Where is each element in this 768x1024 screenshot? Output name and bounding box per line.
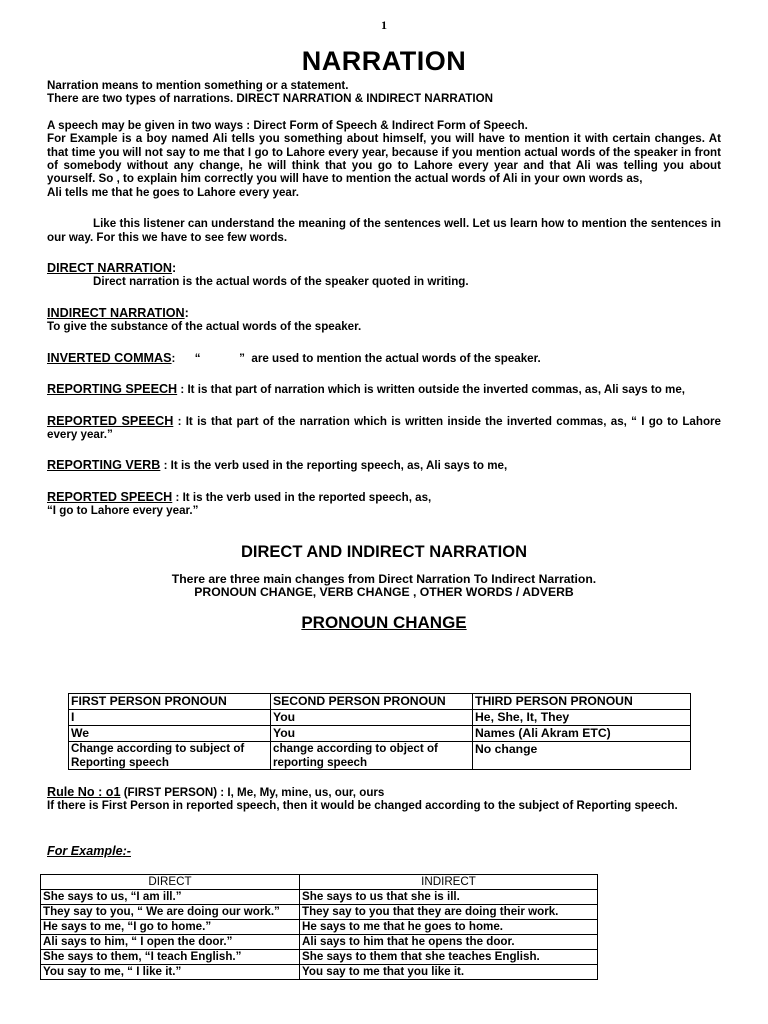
reporting-speech-heading: REPORTING SPEECH (47, 382, 178, 397)
pronoun-table (68, 693, 691, 770)
rule-text: (FIRST PERSON) : I, Me, My, mine, us, our, ours (120, 786, 385, 799)
table-header-row (41, 875, 598, 890)
column-header: DIRECT (41, 875, 300, 890)
pronoun-change-heading: PRONOUN CHANGE (301, 612, 467, 632)
table-cell: I (69, 710, 271, 726)
indirect-narration-text: To give the substance of the actual words of the speaker. (47, 320, 362, 334)
rule-block (47, 786, 721, 813)
table-cell: They say to you that they are doing their work. (300, 905, 598, 920)
reporting-verb-heading: REPORTING VERB (47, 458, 161, 473)
intro-line-2: There are two types of narrations. DIRECT NARRATION & INDIRECT NARRATION (47, 92, 493, 106)
table-cell: She says to us, “I am ill.” (41, 890, 300, 905)
page-number: 1 (381, 18, 387, 32)
table-row (41, 950, 598, 965)
table-cell: She says to them that she teaches English. (300, 950, 598, 965)
for-example-heading (47, 844, 131, 858)
intro-para1-line1: A speech may be given in two ways : Direct Form of Speech & Indirect Form of Speech. (47, 118, 528, 132)
direct-narration-heading: DIRECT NARRATION (47, 261, 172, 276)
table-cell: She says to them, “I teach English.” (41, 950, 300, 965)
section-line-2: PRONOUN CHANGE, VERB CHANGE , OTHER WORDS / ADVERB (194, 585, 574, 600)
table-cell: Change according to subject of Reporting speech (69, 742, 271, 770)
reported-speech-heading: REPORTED SPEECH (47, 413, 174, 428)
rule-description: If there is First Person in reported speech, then it would be changed according to the subject of Reporting speech. (47, 799, 678, 813)
table-row (41, 905, 598, 920)
table-row (41, 965, 598, 980)
inverted-commas-heading: INVERTED COMMAS (47, 350, 172, 365)
reported-speech-2-heading: REPORTED SPEECH (47, 489, 173, 504)
table-row (41, 935, 598, 950)
table-cell: You (271, 726, 473, 742)
table-cell: We (69, 726, 271, 742)
document-body: Narration means to mention something or a statement. There are two types of narrations. DIRECT NARRATION & INDIRECT NARRATION A speech may be given in two ways : Direct Form of Speech & Indirect Form of Speech. For Example is a boy named Ali tells you something about himself, you will have to mention it with certain changes. At that time you will not say to me that I go to Lahore every year, because if you mention actual words of the speaker in front of somebody without any change, he will think that you go to Lahore every year and that Ali was telling you about yourself. So , to explain him correctly you will have to mention the actual words of Ali in your own words as, Ali tells me that he goes to Lahore every year. Like this listener can understand the meaning of the sentences well. Let us learn how to mention the sentences in our way. For this we have to see few words. DIRECT NARRATION: Direct narration is the actual words of the speaker quoted in writing. INDIRECT NARRATION: To give the substance of the actual words of the speaker. INVERTED COMMAS: “ ” are used to mention the actual words of the speaker. REPORTING SPEECH : It is that part of narration which is written outside the inverted commas, as, Ali says to me, REPORTED SPEECH : It is that part of the narration which is written inside the inverted commas, as, “ I go to Lahore every year.” REPORTING VERB : It is the verb used in the reporting speech, as, Ali says to me, REPORTED SPEECH : It is the verb used in the reported speech, as, “I go to Lahore every year.” DIRECT AND INDIRECT NARRATION There are three main changes from Direct Narration To Indirect Narration. PRONOUN CHANGE, VERB CHANGE , OTHER WORDS / ADVERB PRONOUN CHANGE (47, 79, 721, 632)
inverted-commas-text: : “ ” are used to mention the actual words of the speaker. (171, 351, 541, 365)
table-cell: He, She, It, They (473, 710, 691, 726)
for-example-suffix: :- (122, 844, 131, 858)
reported-speech-text: : It is that part of the narration which is written inside the inverted commas, as, “ I go to Lahore every year.” (47, 414, 721, 441)
column-header: SECOND PERSON PRONOUN (271, 694, 473, 710)
column-header: FIRST PERSON PRONOUN (69, 694, 271, 710)
table-cell: You say to me, “ I like it.” (41, 965, 300, 980)
table-row (69, 710, 691, 726)
for-example-label: For Example (47, 844, 123, 858)
direct-narration-text: Direct narration is the actual words of the speaker quoted in writing. (93, 275, 469, 289)
table-cell: change according to object of reporting speech (271, 742, 473, 770)
table-header-row (69, 694, 691, 710)
section-line-1: There are three main changes from Direct Narration To Indirect Narration. (171, 571, 597, 586)
table-cell: He says to me that he goes to home. (300, 920, 598, 935)
table-cell: Ali says to him, “ I open the door.” (41, 935, 300, 950)
table-row (41, 890, 598, 905)
rule-label: Rule No : o1 (47, 785, 121, 799)
reporting-speech-text: : It is that part of narration which is written outside the inverted commas, as, Ali says to me, (177, 383, 686, 397)
table-row (69, 726, 691, 742)
table-cell: She says to us that she is ill. (300, 890, 598, 905)
indirect-narration-heading: INDIRECT NARRATION (47, 305, 185, 320)
table-cell: Names (Ali Akram ETC) (473, 726, 691, 742)
table-cell: They say to you, “ We are doing our work.” (41, 905, 300, 920)
table-cell: He says to me, “I go to home.” (41, 920, 300, 935)
reported-speech-2-text: : It is the verb used in the reported speech, as, (172, 490, 432, 504)
intro-para2: Like this listener can understand the meaning of the sentences well. Let us learn how to mention the sentences in our way. For this we have to see few words. (47, 217, 721, 244)
table-row (69, 742, 691, 770)
reporting-verb-text: : It is the verb used in the reporting speech, as, Ali says to me, (160, 459, 508, 473)
table-row (41, 920, 598, 935)
column-header: THIRD PERSON PRONOUN (473, 694, 691, 710)
table-cell: You say to me that you like it. (300, 965, 598, 980)
table-cell: Ali says to him that he opens the door. (300, 935, 598, 950)
section-heading: DIRECT AND INDIRECT NARRATION (241, 542, 527, 561)
reported-speech-2-example: “I go to Lahore every year.” (47, 504, 199, 518)
column-header: INDIRECT (300, 875, 598, 890)
intro-line-1: Narration means to mention something or a statement. (47, 79, 349, 92)
intro-para1-body: For Example is a boy named Ali tells you something about himself, you will have to mention it with certain changes. At that time you will not say to me that I go to Lahore every year, because if you mention actual words of the speaker in front of somebody without any change, he will think that you go to Lahore every year and that Ali was telling you about yourself. So , to explain him correctly you will have to mention the actual words of Ali in your own words as, (47, 132, 721, 186)
intro-para1-last: Ali tells me that he goes to Lahore every year. (47, 185, 299, 199)
table-cell: No change (473, 742, 691, 770)
page-title: NARRATION (301, 46, 467, 76)
table-cell: You (271, 710, 473, 726)
example-table (40, 874, 598, 980)
